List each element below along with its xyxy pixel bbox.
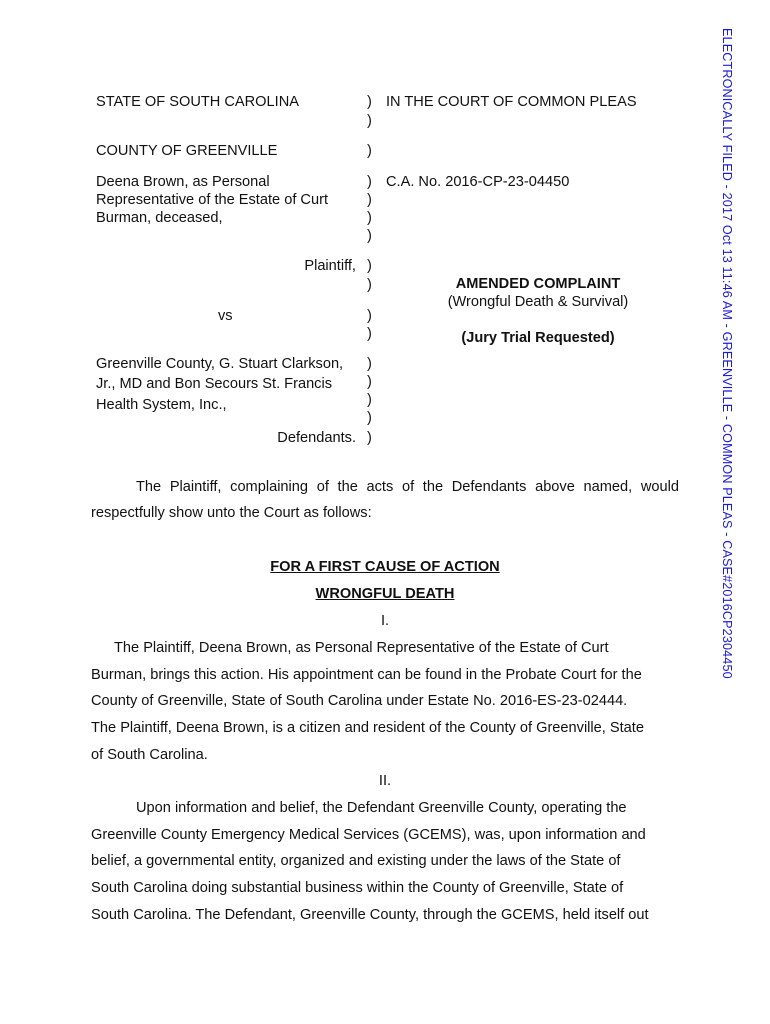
intro-line: The Plaintiff, complaining of the acts of the Defendants above named, would xyxy=(136,479,679,495)
versus-label: vs xyxy=(218,308,233,324)
paragraph-line: The Plaintiff, Deena Brown, as Personal Representative of the Estate of Curt xyxy=(114,640,609,656)
defendant-name-line: Health System, Inc., xyxy=(96,397,227,413)
caption-paren: ) xyxy=(367,228,372,244)
paragraph-line: of South Carolina. xyxy=(91,747,208,763)
paragraph-line: County of Greenville, State of South Carolina under Estate No. 2016-ES-23-02444. xyxy=(91,693,628,709)
paragraph-line: Burman, brings this action. His appointment can be found in the Probate Court for the xyxy=(91,667,642,683)
paragraph-line: The Plaintiff, Deena Brown, is a citizen and resident of the County of Greenville, State xyxy=(91,720,644,736)
defendants-label: Defendants. xyxy=(277,430,356,446)
paragraph-line: South Carolina. The Defendant, Greenville County, through the GCEMS, held itself out xyxy=(91,907,649,923)
state-label: STATE OF SOUTH CAROLINA xyxy=(96,94,299,110)
caption-paren: ) xyxy=(367,374,372,390)
caption-paren: ) xyxy=(367,258,372,274)
caption-paren: ) xyxy=(367,174,372,190)
case-number: C.A. No. 2016-CP-23-04450 xyxy=(386,174,570,190)
intro-line: respectfully show unto the Court as follows: xyxy=(91,505,372,521)
paragraph-line: Upon information and belief, the Defendant Greenville County, operating the xyxy=(136,800,627,816)
document-title: AMENDED COMPLAINT xyxy=(455,276,621,292)
defendant-name-line: Greenville County, G. Stuart Clarkson, xyxy=(96,356,344,372)
paragraph-line: South Carolina doing substantial business within the County of Greenville, State of xyxy=(91,880,624,896)
cause-of-action-heading: FOR A FIRST CAUSE OF ACTION xyxy=(270,559,500,575)
caption-paren: ) xyxy=(367,392,372,408)
caption-paren: ) xyxy=(367,430,372,446)
defendant-name-line: Jr., MD and Bon Secours St. Francis xyxy=(96,376,333,392)
caption-paren: ) xyxy=(367,210,372,226)
document-subtitle: (Wrongful Death & Survival) xyxy=(447,294,629,310)
caption-paren: ) xyxy=(367,94,372,110)
caption-paren: ) xyxy=(367,143,372,159)
caption-paren: ) xyxy=(367,113,372,129)
plaintiff-name-line: Deena Brown, as Personal xyxy=(96,174,270,190)
jury-trial-requested: (Jury Trial Requested) xyxy=(461,330,615,346)
paragraph-line: belief, a governmental entity, organized and existing under the laws of the State of xyxy=(91,853,621,869)
county-label: COUNTY OF GREENVILLE xyxy=(96,143,278,159)
section-numeral: II. xyxy=(378,773,392,789)
plaintiff-name-line: Burman, deceased, xyxy=(96,210,223,226)
caption-paren: ) xyxy=(367,308,372,324)
paragraph-line: Greenville County Emergency Medical Services (GCEMS), was, upon information and xyxy=(91,827,646,843)
section-numeral: I. xyxy=(380,613,390,629)
caption-paren: ) xyxy=(367,410,372,426)
electronic-filing-stamp: ELECTRONICALLY FILED - 2017 Oct 13 11:46 AM - GREENVILLE - COMMON PLEAS - CASE#2016CP2304450 xyxy=(720,28,734,679)
caption-paren: ) xyxy=(367,326,372,342)
caption-paren: ) xyxy=(367,277,372,293)
court-label: IN THE COURT OF COMMON PLEAS xyxy=(386,94,637,110)
caption-paren: ) xyxy=(367,192,372,208)
cause-of-action-subheading: WRONGFUL DEATH xyxy=(315,586,455,602)
caption-paren: ) xyxy=(367,356,372,372)
plaintiff-name-line: Representative of the Estate of Curt xyxy=(96,192,329,208)
plaintiff-label: Plaintiff, xyxy=(304,258,356,274)
